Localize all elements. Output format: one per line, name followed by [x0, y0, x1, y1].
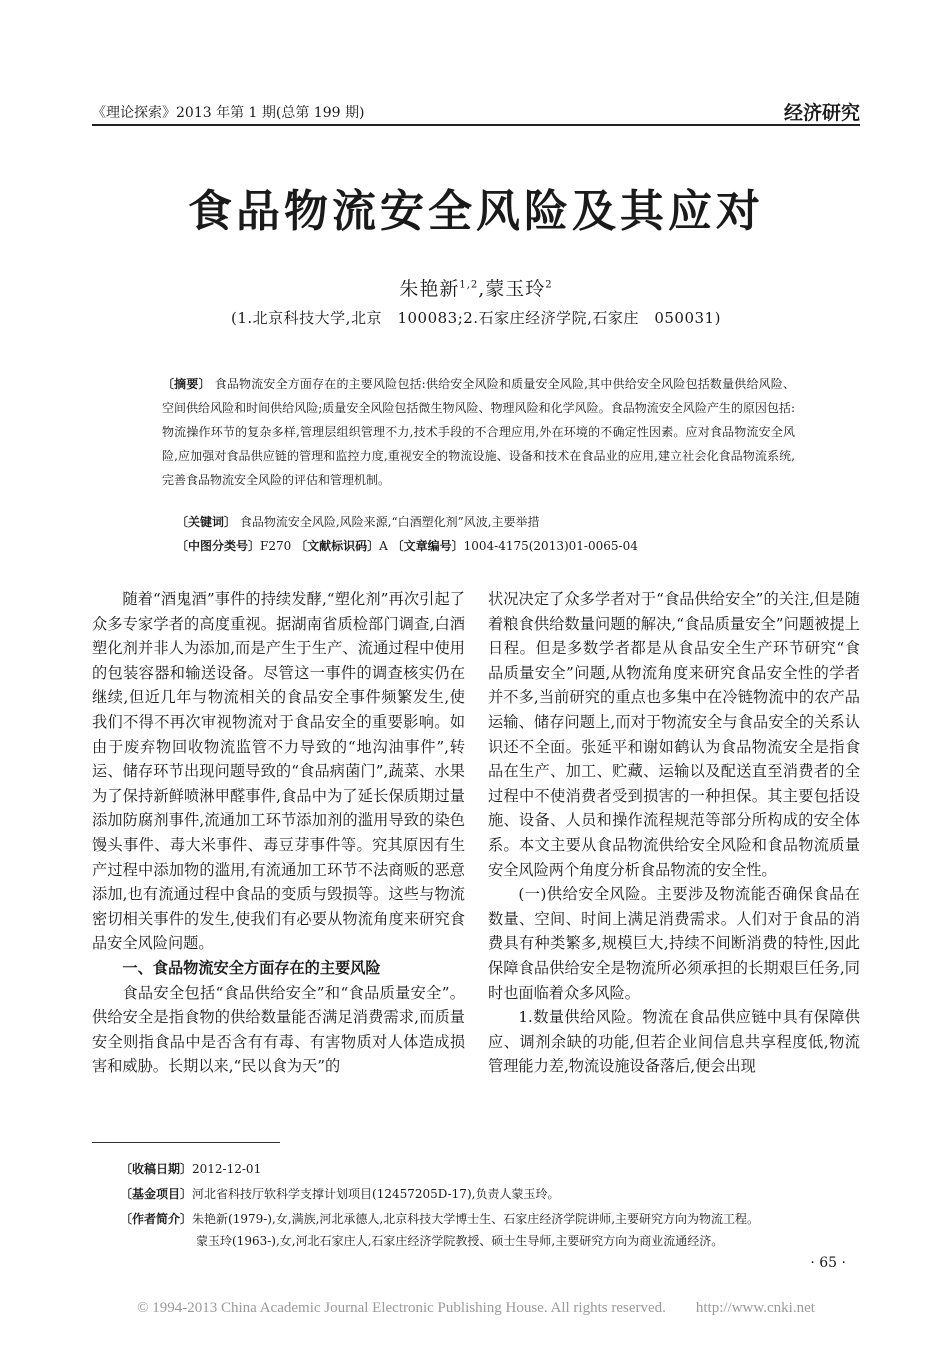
article-title: 食品物流安全风险及其应对 — [188, 186, 764, 237]
copyright-notice: © 1994-2013 China Academic Journal Electronic Publishing House. All rights reserved. http://www.cnki.net — [137, 1300, 815, 1316]
received-date: 2012-12-01 — [192, 1162, 262, 1176]
received-label: 〔收稿日期〕 — [120, 1162, 193, 1176]
author-2-affil: 2 — [545, 279, 553, 291]
abstract — [162, 372, 795, 492]
fund-text: 河北省科技厅软科学支撑计划项目(12457205D-17),负责人蒙玉玲。 — [192, 1187, 560, 1201]
authors-line — [0, 274, 952, 301]
doc-code-label: 〔文献标识码〕 — [295, 539, 380, 553]
author-1-affil: 1,2 — [459, 279, 479, 291]
keywords-text: 食品物流安全风险,风险来源,“白酒塑化剂”风波,主要举措 — [239, 515, 540, 529]
clc-value: F270 — [260, 539, 292, 553]
footnote-bio — [120, 1208, 880, 1230]
doc-code-value: A — [379, 539, 388, 553]
classification-line — [176, 534, 796, 558]
journal-header: 《理论探索》2013 年第 1 期(总第 199 期) — [92, 105, 365, 121]
author-2: 蒙玉玲 — [485, 278, 546, 300]
clc-label: 〔中图分类号〕 — [176, 539, 261, 553]
header-rule — [92, 124, 860, 126]
fund-label: 〔基金项目〕 — [120, 1187, 193, 1201]
body-paragraph: 随着“酒鬼酒”事件的持续发酵,“塑化剂”再次引起了众多专家学者的高度重视。据湖南省质检部门调查,白酒塑化剂并非人为添加,而是产生于生产、流通过程中使用的包装容器和输送设备。尽管这一事件的调查核实仍在继续,但近几年与物流相关的食品安全事件频繁发生,使我们不得不再次审视物流对于食品安全的重要影响。如由于废弃物回收物流监管不力导致的“地沟油事件”,转运、储存环节出现问题导致的“食品病菌门”,蔬菜、水果为了保持新鲜喷淋甲醛事件,食品中为了延长保质期过量添加防腐剂事件,流通加工环节添加剂的滥用导致的染色馒头事件、毒大米事件、毒豆芽事件等。究其原因有生产过程中添加物的滥用,有流通加工环节不法商贩的恶意添加,也有流通过程中食品的变质与毁损等。这些与物流密切相关事件的发生,使我们有必要从物流角度来研究食品安全风险问题。 — [92, 590, 465, 953]
affiliation: (1.北京科技大学,北京 100083;2.石家庄经济学院,石家庄 050031) — [231, 309, 721, 327]
footnote-received — [120, 1158, 880, 1180]
footnote-bio-2: 蒙玉玲(1963-),女,河北石家庄人,石家庄经济学院教授、硕士生导师,主要研究方向为商业流通经济。 — [196, 1234, 724, 1248]
abstract-label: 〔摘要〕 — [162, 377, 211, 391]
footnote-fund — [120, 1183, 880, 1205]
footnote-rule — [92, 1142, 280, 1143]
body-paragraph: (一)供给安全风险。主要涉及物流能否确保食品在数量、空间、时间上满足消费需求。人们对于食品的消费具有种类繁多,规模巨大,持续不间断消费的特性,因此保障食品供给安全是物流所必须承担的长期艰巨任务,同时也面临着众多风险。 — [488, 885, 860, 1002]
bio-author-1: 朱艳新(1979-),女,满族,河北承德人,北京科技大学博士生、石家庄经济学院讲师,主要研究方向为物流工程。 — [192, 1212, 760, 1226]
body-column-left — [92, 587, 465, 1079]
article-no-value: 1004-4175(2013)01-0065-04 — [463, 539, 638, 553]
body-column-right — [488, 587, 860, 1079]
keywords — [176, 510, 796, 534]
author-1: 朱艳新 — [399, 278, 460, 300]
bio-label: 〔作者简介〕 — [120, 1212, 193, 1226]
author-separator: , — [478, 278, 486, 300]
section-label: 经济研究 — [783, 102, 860, 124]
section-heading: 一、食品物流安全方面存在的主要风险 — [122, 958, 381, 977]
article-no-label: 〔文章编号〕 — [391, 539, 464, 553]
abstract-text: 食品物流安全方面存在的主要风险包括:供给安全风险和质量安全风险,其中供给安全风险包括数量供给风险、空间供给风险和时间供给风险;质量安全风险包括微生物风险、物理风险和化学风险。食品物流安全风险产生的原因包括:物流操作环节的复杂多样,管理层组织管理不力,技术手段的不合理应用,外在环境的不确定性因素。应对食品物流安全风险,应加强对食品供应链的管理和监控力度,重视安全的物流设施、设备和技术在食品业的应用,建立社会化食品物流系统,完善食品物流安全风险的评估和管理机制。 — [162, 377, 795, 487]
body-paragraph: 1.数量供给风险。物流在食品供应链中具有保障供应、调剂余缺的功能,但若企业间信息共享程度低,物流管理能力差,物流设施设备落后,便会出现 — [488, 1008, 860, 1076]
body-paragraph: 状况决定了众多学者对于“食品供给安全”的关注,但是随着粮食供给数量问题的解决,“食品质量安全”问题被提上日程。但是多数学者都是从食品安全生产环节研究“食品质量安全”问题,从物流角度来研究食品安全性的学者并不多,当前研究的重点也多集中在冷链物流中的农产品运输、储存问题上,而对于物流安全与食品安全的关系认识还不全面。张延平和谢如鹤认为食品物流安全是指食品在生产、加工、贮藏、运输以及配送直至消费者的全过程中不使消费者受到损害的一种担保。其主要包括设施、设备、人员和操作流程规范等部分所构成的安全体系。本文主要从食品物流供给安全风险和食品物流质量安全风险两个角度分析食品物流的安全性。 — [488, 590, 860, 879]
page-number: · 65 · — [810, 1255, 846, 1271]
keywords-label: 〔关键词〕 — [176, 515, 237, 529]
body-paragraph: 食品安全包括“食品供给安全”和“食品质量安全”。供给安全是指食物的供给数量能否满足消费需求,而质量安全则指食品中是否含有有毒、有害物质对人体造成损害和威胁。长期以来,“民以食为天”的 — [92, 983, 465, 1076]
